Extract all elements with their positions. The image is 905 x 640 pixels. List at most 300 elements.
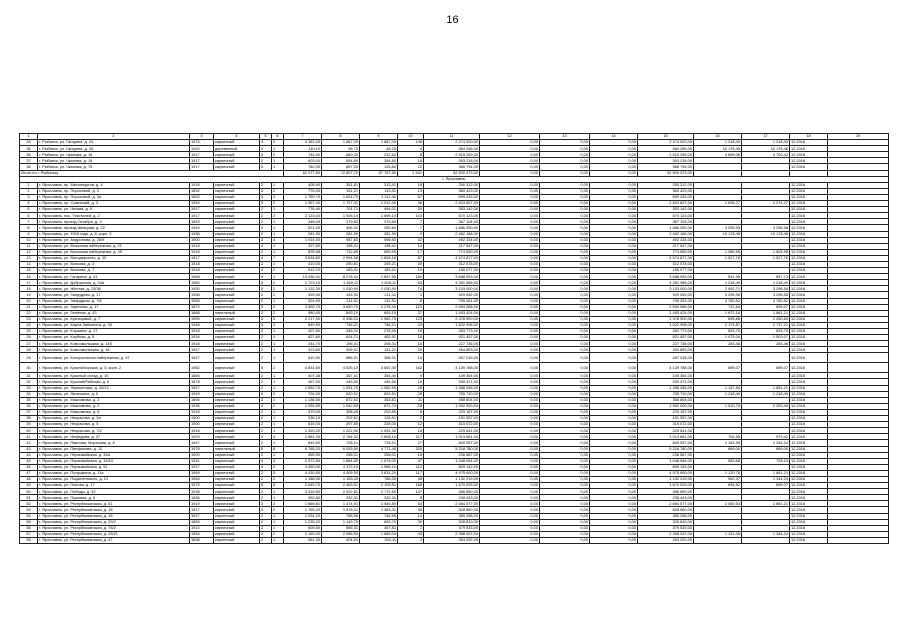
table-cell: 541,99: [694, 274, 742, 280]
header-cell: 11: [424, 134, 480, 140]
table-cell: кирпичный: [214, 476, 260, 482]
table-cell: 1918: [190, 329, 214, 335]
table-cell: 0,00: [480, 201, 540, 207]
table-cell: кирпичный: [214, 268, 260, 274]
table-cell: 0,00: [590, 219, 638, 225]
address-cell: г. Ярославль, ул. Клушина, д. 17: [38, 329, 190, 335]
table-cell: 206,31: [360, 341, 398, 347]
table-cell: 712,89: [322, 249, 360, 255]
table-cell: 211,51: [322, 298, 360, 304]
table-cell: 12.2016: [790, 353, 828, 363]
table-cell: кирпичный: [214, 470, 260, 476]
table-cell: 0,00: [480, 458, 540, 464]
table-cell: 0,00: [540, 207, 590, 213]
table-cell: 3 699,06: [694, 152, 742, 158]
table-cell: 332,31: [322, 495, 360, 501]
row-number-cell: 44: [20, 452, 38, 458]
table-cell: 929 052,00: [638, 292, 694, 298]
table-cell: 14: [398, 513, 424, 519]
table-cell: 1: [272, 207, 284, 213]
address-cell: г. Ярославль, ул. Лисичкина, д. 5: [38, 391, 190, 397]
table-cell: 4 831,60: [284, 363, 322, 373]
page-number: 16: [446, 14, 459, 26]
table-cell: 984 256,00: [424, 146, 480, 152]
address-cell: г. Ярославль, ул. Республиканская, д. 51: [38, 501, 190, 507]
table-cell: 2 515 259,00: [424, 152, 480, 158]
table-cell: 346,31: [322, 329, 360, 335]
table-cell: 782,00: [284, 164, 322, 170]
table-cell: 25: [398, 261, 424, 267]
table-cell: кирпичный: [214, 397, 260, 403]
table-cell: 0,00: [540, 458, 590, 464]
table-cell: 833,75: [742, 329, 790, 335]
table-cell: 1917: [190, 213, 214, 219]
table-cell: 1 474,91: [322, 501, 360, 507]
table-cell: 250 312,00: [424, 182, 480, 188]
table-cell: кирпичный: [214, 140, 260, 146]
table-cell: 0,00: [540, 213, 590, 219]
address-cell: г. Ярославль, ул. 1905 года, д. 8, корп. 3: [38, 231, 190, 237]
table-cell: кирпичный: [214, 489, 260, 495]
table-cell: 1 861,21: [742, 501, 790, 507]
table-cell: 2: [260, 261, 272, 267]
table-cell: 12.2016: [790, 464, 828, 470]
table-cell: 327,60: [284, 243, 322, 249]
table-cell: 1 048 064,00: [638, 458, 694, 464]
table-cell: 12.2016: [790, 483, 828, 489]
table-cell: 1975: [190, 140, 214, 146]
table-cell: 17: [398, 249, 424, 255]
table-cell: кирпичный: [214, 519, 260, 525]
table-cell: 3: [260, 188, 272, 194]
table-cell: 1919: [190, 501, 214, 507]
table-cell: 264 853,00: [424, 347, 480, 353]
table-cell: кирпичный: [214, 507, 260, 513]
table-cell: 1927: [190, 353, 214, 363]
table-cell: 2: [260, 452, 272, 458]
table-cell: 2 274 920,00: [638, 140, 694, 146]
table-cell: 0,00: [480, 379, 540, 385]
table-cell: 4: [260, 507, 272, 513]
table-cell: 9: [398, 231, 424, 237]
table-cell: 12.2016: [790, 446, 828, 452]
row-number-cell: 52: [20, 501, 38, 507]
table-cell: 0,00: [540, 397, 590, 403]
table-cell: 2: [260, 409, 272, 415]
row-number-cell: 31: [20, 373, 38, 379]
address-cell: г. Ярославль, ул. Полушкина, д. 11а: [38, 470, 190, 476]
row-number-cell: 28: [20, 347, 38, 353]
row-number-cell: 7: [20, 219, 38, 225]
table-cell: 0,00: [480, 249, 540, 255]
table-cell: 680,00: [322, 152, 360, 158]
table-cell: 878,98: [284, 249, 322, 255]
table-cell: 146: [398, 140, 424, 146]
table-cell: 1 188,00: [284, 476, 322, 482]
table-cell: 0,00: [480, 373, 540, 379]
table-cell: 3: [260, 152, 272, 158]
table-cell: 353 142,00: [638, 207, 694, 213]
table-cell: 9: [398, 373, 424, 379]
table-cell: 1900: [190, 422, 214, 428]
table-cell: 0,00: [540, 440, 590, 446]
table-cell: 895,07: [742, 363, 790, 373]
table-cell: 5 218 780,00: [638, 446, 694, 452]
table-cell: 895,07: [742, 483, 790, 489]
table-cell: 12.2016: [790, 146, 828, 152]
table-cell: 494,01: [360, 207, 398, 213]
table-cell: 0,00: [540, 476, 590, 482]
table-cell: 596,50: [360, 237, 398, 243]
table-cell: 1 992 000,00: [638, 403, 694, 409]
address-cell: г. Ярославль, ул. Первомайская, д. 39/10: [38, 458, 190, 464]
table-cell: 0,00: [590, 243, 638, 249]
table-cell: 12.2016: [790, 385, 828, 391]
table-cell: 149 364,00: [424, 373, 480, 379]
table-cell: 228,00: [360, 422, 398, 428]
table-cell: 183,31: [360, 268, 398, 274]
table-cell: 229 541,00: [424, 428, 480, 434]
table-cell: кирпичный: [214, 452, 260, 458]
address-cell: г. Ярославль, ул. Некрасова, д. 3а: [38, 416, 190, 422]
table-cell: 1941: [190, 458, 214, 464]
table-cell: 281,90: [360, 231, 398, 237]
table-cell: 407,80: [284, 329, 322, 335]
row-number-cell: 49: [20, 483, 38, 489]
table-cell: 620,51: [322, 391, 360, 397]
table-cell: 1920: [190, 146, 214, 152]
table-cell: 10 178,45: [694, 231, 742, 237]
table-cell: 12.2016: [790, 249, 828, 255]
address-cell: г. Ярославль, ул. Некрасова, д. 5: [38, 422, 190, 428]
table-cell: 12.2016: [790, 268, 828, 274]
table-cell: 16: [398, 353, 424, 363]
table-cell: 238 443,00: [638, 495, 694, 501]
table-cell: кирпичный: [214, 495, 260, 501]
table-cell: 1: [272, 347, 284, 353]
table-cell: 3: [260, 194, 272, 200]
table-cell: 2 823 807,00: [638, 201, 694, 207]
table-cell: 423,60: [284, 347, 322, 353]
table-cell: 250 312,00: [638, 182, 694, 188]
table-cell: 979,42: [742, 434, 790, 440]
table-cell: кирпичный: [214, 322, 260, 328]
table-cell: 0,00: [540, 158, 590, 164]
header-cell: 19: [828, 134, 889, 140]
table-cell: 398,31: [360, 353, 398, 363]
table-cell: 893,10: [360, 310, 398, 316]
table-cell: 1 504,98: [742, 249, 790, 255]
table-cell: 1 622 908,00: [424, 322, 480, 328]
table-cell: 379,00: [284, 409, 322, 415]
table-cell: 461,30: [284, 537, 322, 543]
table-cell: 583,68: [694, 458, 742, 464]
table-cell: 1 624,70: [322, 194, 360, 200]
address-cell: г. Ярославль, ул. Заречная, д. 17: [38, 304, 190, 310]
table-cell: 366 794,00: [638, 164, 694, 170]
table-cell: 385 268,00: [424, 513, 480, 519]
table-cell: [742, 537, 790, 543]
table-cell: 0,00: [540, 329, 590, 335]
table-cell: 1917: [190, 347, 214, 353]
table-cell: 712,54: [694, 304, 742, 310]
table-cell: 1982: [190, 363, 214, 373]
table-cell: 0,00: [590, 409, 638, 415]
table-cell: 1893: [190, 219, 214, 225]
table-cell: 1 034,20: [284, 513, 322, 519]
table-cell: 0,00: [480, 428, 540, 434]
row-number-cell: 12: [20, 249, 38, 255]
address-cell: г. Ярославль, пр. Пороховой, д. 3а: [38, 194, 190, 200]
table-cell: 452,91: [360, 335, 398, 341]
table-cell: 0,00: [540, 316, 590, 322]
table-cell: кирпичный: [214, 353, 260, 363]
row-number-cell: 36: [20, 152, 38, 158]
table-cell: 12.2016: [790, 322, 828, 328]
table-cell: 2: [272, 507, 284, 513]
table-cell: 1 608,10: [360, 434, 398, 440]
table-cell: 0,00: [590, 329, 638, 335]
table-cell: 0,00: [540, 164, 590, 170]
table-cell: 0,00: [590, 489, 638, 495]
table-cell: 2: [260, 298, 272, 304]
table-cell: 1914: [190, 525, 214, 531]
table-cell: 445,50: [360, 379, 398, 385]
table-cell: 3 103 000,00: [638, 286, 694, 292]
table-cell: 3: [272, 470, 284, 476]
table-cell: 0,00: [590, 501, 638, 507]
table-cell: 0,00: [480, 310, 540, 316]
table-cell: 244,70: [284, 341, 322, 347]
table-cell: 404,91: [322, 537, 360, 543]
table-cell: 2: [260, 397, 272, 403]
row-number-cell: 13: [20, 255, 38, 261]
table-cell: 3: [398, 537, 424, 543]
table-cell: 211,41: [360, 292, 398, 298]
table-cell: 1929: [190, 434, 214, 440]
table-cell: 1 164,99: [694, 440, 742, 446]
table-cell: кирпичный: [214, 434, 260, 440]
table-cell: 0,00: [540, 519, 590, 525]
table-cell: кирпичный: [214, 422, 260, 428]
table-cell: 0,00: [540, 237, 590, 243]
table-cell: 3: [260, 304, 272, 310]
table-cell: 326 810,00: [424, 519, 480, 525]
table-cell: 0,00: [540, 146, 590, 152]
table-cell: 1 669,00: [360, 531, 398, 537]
table-cell: кирпичный: [214, 249, 260, 255]
table-cell: 0,00: [480, 385, 540, 391]
row-number-cell: 20: [20, 298, 38, 304]
table-cell: [828, 353, 889, 363]
table-cell: 457 015,00: [638, 353, 694, 363]
table-cell: 2 274 920,00: [424, 140, 480, 146]
table-cell: 0,00: [480, 146, 540, 152]
table-cell: 5: [260, 446, 272, 452]
table-cell: 263 292,00: [424, 537, 480, 543]
table-cell: 1917: [190, 507, 214, 513]
table-cell: 12.2016: [790, 495, 828, 501]
table-cell: 616,00: [284, 422, 322, 428]
table-cell: 1 966,10: [360, 464, 398, 470]
table-cell: 0,00: [480, 483, 540, 489]
table-cell: 2: [272, 188, 284, 194]
row-number-cell: 42: [20, 440, 38, 446]
table-cell: 2 764,31: [322, 434, 360, 440]
table-cell: 0,00: [590, 416, 638, 422]
table-cell: 0,00: [590, 335, 638, 341]
housing-table: [19, 133, 889, 544]
table-cell: 12.2016: [790, 237, 828, 243]
table-cell: 2: [272, 531, 284, 537]
row-number-cell: 50: [20, 489, 38, 495]
table-cell: 4 625,10: [322, 363, 360, 373]
table-cell: 2: [260, 158, 272, 164]
header-cell: 5: [260, 134, 272, 140]
table-cell: кирпичный: [214, 409, 260, 415]
header-cell: 12: [480, 134, 540, 140]
table-cell: 366 794,00: [424, 164, 480, 170]
table-cell: 1918: [190, 243, 214, 249]
table-cell: 1954: [190, 476, 214, 482]
table-cell: 2 060,53: [694, 501, 742, 507]
table-cell: 0,00: [540, 434, 590, 440]
table-cell: 236,10: [284, 416, 322, 422]
table-cell: 250,80: [360, 225, 398, 231]
table-cell: 2: [260, 207, 272, 213]
row-number-cell: 51: [20, 495, 38, 501]
table-cell: 704,95: [694, 434, 742, 440]
table-cell: 28: [398, 403, 424, 409]
table-cell: 339 471,00: [424, 379, 480, 385]
table-cell: 1 914,00: [284, 237, 322, 243]
table-cell: 1960: [190, 280, 214, 286]
table-cell: 699 433,00: [638, 194, 694, 200]
table-cell: 0,00: [480, 464, 540, 470]
table-cell: 1885: [190, 373, 214, 379]
table-cell: 701,71: [322, 207, 360, 213]
table-cell: 0,00: [590, 403, 638, 409]
table-cell: 2: [260, 292, 272, 298]
row-number-cell: 56: [20, 525, 38, 531]
table-cell: 2: [260, 489, 272, 495]
table-cell: [694, 353, 742, 363]
table-cell: 227 736,00: [638, 341, 694, 347]
table-cell: 2: [260, 231, 272, 237]
table-cell: 312 578,00: [424, 261, 480, 267]
table-cell: кирпичный: [214, 531, 260, 537]
table-cell: 2 549,80: [360, 501, 398, 507]
table-cell: кирпичный: [214, 194, 260, 200]
table-cell: 1 670 003,00: [424, 483, 480, 489]
table-cell: кирпичный: [214, 373, 260, 379]
table-cell: 3 631,20: [360, 470, 398, 476]
address-cell: г. Ярославль, ул. Республиканская, д. 18: [38, 507, 190, 513]
table-cell: 1918: [190, 182, 214, 188]
table-cell: кирпичный: [214, 158, 260, 164]
table-cell: 445,50: [322, 379, 360, 385]
table-cell: 229 167,00: [638, 409, 694, 415]
table-cell: 367 104,00: [424, 219, 480, 225]
table-cell: 16: [398, 335, 424, 341]
table-cell: 1 723,10: [284, 280, 322, 286]
table-cell: 5: [260, 483, 272, 489]
table-cell: 849 057,00: [424, 440, 480, 446]
table-cell: 2 283,45: [742, 403, 790, 409]
table-cell: 4: [272, 237, 284, 243]
table-cell: 1959: [190, 316, 214, 322]
table-cell: 1 531,70: [322, 385, 360, 391]
table-cell: 133,80: [360, 164, 398, 170]
address-cell: г. Ярославль, ул. Запрудная, д. 7/8: [38, 298, 190, 304]
table-cell: 0,00: [540, 531, 590, 537]
table-cell: 2 336,01: [322, 316, 360, 322]
table-cell: 1894: [190, 397, 214, 403]
row-number-cell: 37: [20, 158, 38, 164]
table-cell: 0,00: [540, 525, 590, 531]
table-cell: 12.2016: [790, 304, 828, 310]
table-cell: 4 771,40: [360, 446, 398, 452]
table-cell: 12.2016: [790, 379, 828, 385]
table-cell: 5 218 780,00: [424, 446, 480, 452]
table-cell: 0,00: [480, 495, 540, 501]
table-cell: 74: [398, 286, 424, 292]
table-cell: 1 867,00: [322, 140, 360, 146]
table-cell: 872,70: [360, 403, 398, 409]
table-cell: 1978: [190, 446, 214, 452]
table-cell: 0,00: [540, 310, 590, 316]
table-cell: 0,00: [540, 225, 590, 231]
table-cell: кирпичный: [214, 152, 260, 158]
table-cell: 0,00: [590, 428, 638, 434]
table-cell: 1888: [190, 310, 214, 316]
table-cell: 0,00: [590, 249, 638, 255]
table-cell: 1 992 000,00: [424, 403, 480, 409]
table-cell: 1 147,84: [694, 385, 742, 391]
table-cell: 12.2016: [790, 525, 828, 531]
table-cell: 0,00: [590, 237, 638, 243]
table-cell: 0,00: [590, 274, 638, 280]
table-cell: 457,81: [360, 525, 398, 531]
table-cell: 929 052,00: [424, 292, 480, 298]
table-cell: 123: [398, 316, 424, 322]
table-cell: 1 030,90: [322, 286, 360, 292]
row-number-cell: 2: [20, 188, 38, 194]
table-cell: 48: [398, 476, 424, 482]
table-cell: 147: [398, 489, 424, 495]
table-cell: кирпичный: [214, 513, 260, 519]
table-cell: 1936: [190, 231, 214, 237]
table-cell: 1: [272, 416, 284, 422]
table-cell: кирпичный: [214, 237, 260, 243]
table-cell: 1: [272, 385, 284, 391]
table-cell: 1947: [190, 440, 214, 446]
address-cell: г. Ярославль, ул. Подзеленского, д. 21: [38, 476, 190, 482]
table-cell: 0,00: [590, 316, 638, 322]
table-cell: 16: [398, 329, 424, 335]
table-cell: 1: [272, 219, 284, 225]
table-cell: 8: [398, 409, 424, 415]
table-cell: 12.2016: [790, 329, 828, 335]
table-cell: 1: [272, 231, 284, 237]
table-cell: 1 864,50: [322, 458, 360, 464]
subtotal-cell: 0,00: [540, 170, 590, 176]
table-cell: 0,00: [480, 140, 540, 146]
table-cell: 12.2015: [790, 373, 828, 379]
table-cell: 0,00: [480, 261, 540, 267]
table-cell: 1 218,49: [742, 140, 790, 146]
table-cell: 2: [272, 501, 284, 507]
